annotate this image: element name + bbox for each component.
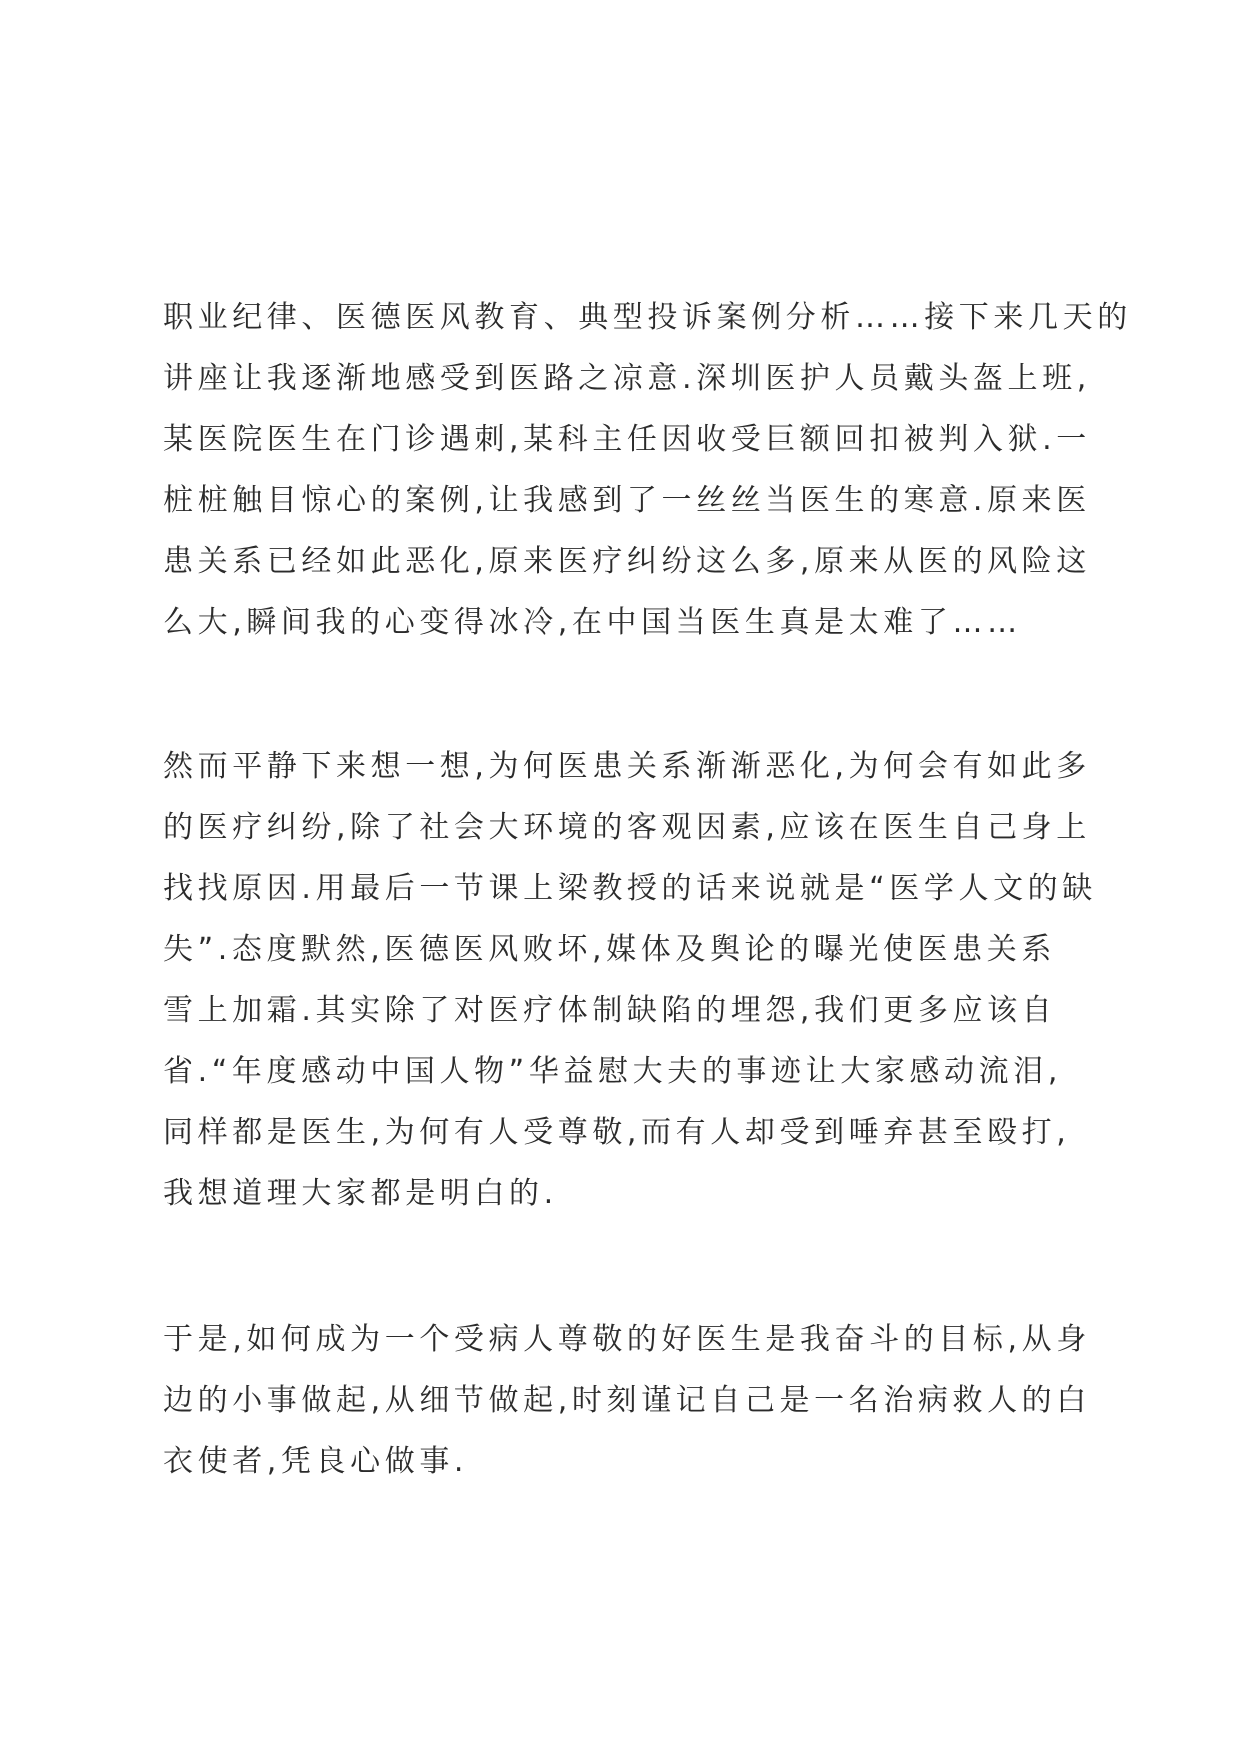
paragraph-lecture-reflection bbox=[163, 287, 1132, 653]
text-line: 的医疗纠纷,除了社会大环境的客观因素,应该在医生自己身上 bbox=[163, 810, 1091, 845]
text-line: 我想道理大家都是明白的. bbox=[163, 1176, 558, 1211]
paragraph-goal bbox=[163, 1309, 1093, 1492]
text-line: 然而平静下来想一想,为何医患关系渐渐恶化,为何会有如此多 bbox=[163, 749, 1091, 784]
text-line: 同样都是医生,为何有人受尊敬,而有人却受到唾弃甚至殴打, bbox=[163, 1115, 1071, 1150]
text-line: 找找原因.用最后一节课上梁教授的话来说就是“医学人文的缺 bbox=[163, 871, 1097, 906]
text-line: 失”.态度默然,医德医风败坏,媒体及舆论的曝光使医患关系 bbox=[163, 932, 1056, 967]
text-line: 雪上加霜.其实除了对医疗体制缺陷的埋怨,我们更多应该自 bbox=[163, 993, 1057, 1028]
text-line: 职业纪律、医德医风教育、典型投诉案例分析……接下来几天的 bbox=[163, 300, 1132, 335]
text-line: 讲座让我逐渐地感受到医路之凉意.深圳医护人员戴头盔上班, bbox=[163, 361, 1091, 396]
text-line: 某医院医生在门诊遇刺,某科主任因收受巨额回扣被判入狱.一 bbox=[163, 422, 1091, 457]
text-line: 么大,瞬间我的心变得冰冷,在中国当医生真是太难了…… bbox=[163, 605, 1022, 640]
text-line: 桩桩触目惊心的案例,让我感到了一丝丝当医生的寒意.原来医 bbox=[163, 483, 1091, 518]
text-line: 省.“年度感动中国人物”华益慰大夫的事迹让大家感动流泪, bbox=[163, 1054, 1062, 1089]
text-line: 于是,如何成为一个受病人尊敬的好医生是我奋斗的目标,从身 bbox=[163, 1322, 1091, 1357]
paragraph-doctor-patient-relations bbox=[163, 736, 1097, 1224]
text-line: 衣使者,凭良心做事. bbox=[163, 1444, 469, 1479]
text-line: 患关系已经如此恶化,原来医疗纠纷这么多,原来从医的风险这 bbox=[163, 544, 1091, 579]
text-line: 边的小事做起,从细节做起,时刻谨记自己是一名治病救人的白 bbox=[163, 1383, 1091, 1418]
